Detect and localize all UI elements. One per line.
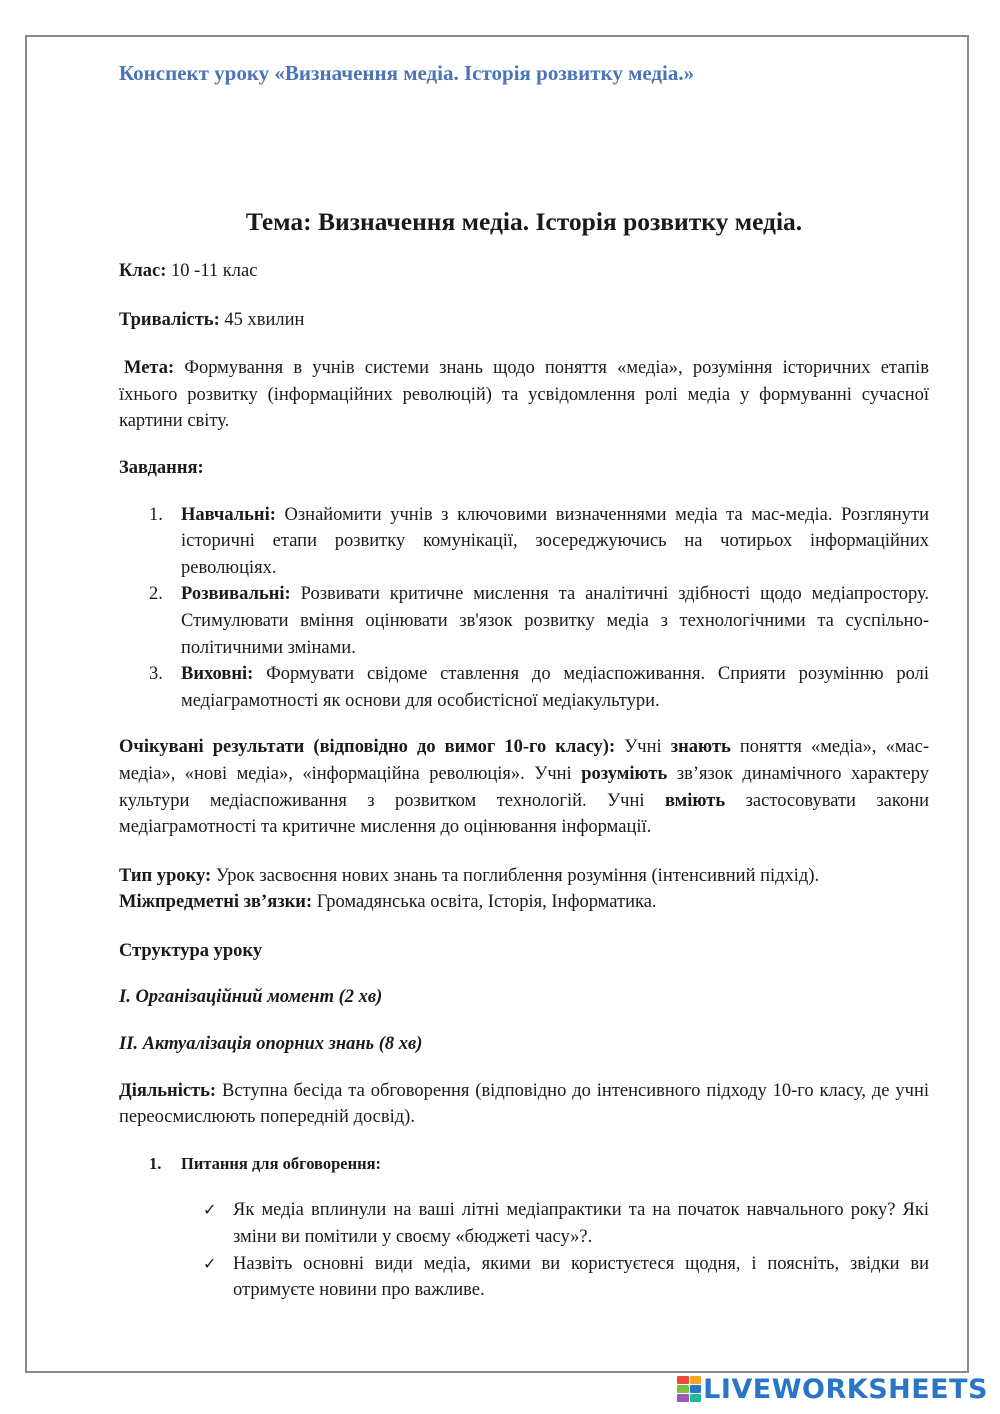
discussion-number: 1. [149, 1153, 162, 1173]
goal-label: Мета: [124, 358, 175, 379]
results-keyword: вміють [664, 790, 726, 811]
goal-text: Формування в учнів системи знань щодо поняття «медіа», розуміння історичних етапів їхнього розвитку (інформаційних революцій) та усвідомлення ролі медіа у формуванні сучасної картини світу. [119, 358, 929, 432]
activity-label: Діяльність: [119, 1080, 217, 1101]
duration-value: 45 хвилин [219, 309, 305, 330]
stage-1-heading: I. Організаційний момент (2 хв) [119, 987, 383, 1008]
activity-text: Вступна бесіда та обговорення (відповідно до інтенсивного підходу 10-го класу, де учні переосмислюють попередній досвід). [119, 1080, 929, 1128]
task-label: Виховні: [181, 664, 254, 685]
task-label: Навчальні: [181, 504, 276, 525]
task-item [119, 581, 929, 661]
question-item [119, 1251, 929, 1304]
results-text: застосовувати закони медіаграмотності та критичне мислення до оцінювання інформації. [119, 790, 929, 838]
task-label: Розвивальні: [181, 584, 291, 605]
task-number: 2. [149, 584, 163, 605]
question-text: Назвіть основні види медіа, якими ви користуєтеся щодня, і поясніть, звідки ви отримуєте новини про важливе. [233, 1253, 929, 1301]
goal-paragraph [119, 355, 929, 435]
lesson-topic: Тема: Визначення медіа. Історія розвитку медіа. [245, 207, 803, 236]
results-keyword: знають [670, 737, 731, 758]
document-title: Конспект уроку «Визначення медіа. Історія розвитку медіа.» [119, 61, 695, 85]
question-text: Як медіа вплинули на ваші літні медіапрактики та на початок навчального року? Які зміни ви помітили у своєму «бюджеті часу»?. [233, 1200, 929, 1248]
class-label: Клас: [119, 261, 167, 281]
document-body [119, 58, 929, 1304]
class-line [119, 258, 929, 285]
task-item [119, 502, 929, 582]
tasks-list [119, 502, 929, 715]
results-label: Очікувані результати (відповідно до вимог 10-го класу): [119, 737, 616, 758]
links-label: Міжпредметні зв’язки: [119, 892, 313, 913]
stage-2-heading: II. Актуалізація опорних знань (8 хв) [119, 1034, 423, 1055]
liveworksheets-logo-icon [677, 1376, 701, 1402]
questions-list [119, 1197, 929, 1303]
results-text: поняття «медіа», «мас-медіа», «нові медіа», «інформаційна революція». Учні [119, 737, 929, 784]
question-item [119, 1197, 929, 1250]
task-number: 3. [149, 664, 163, 685]
class-value: 10 -11 клас [166, 261, 258, 281]
task-text: Ознайомити учнів з ключовими визначеннями медіа та мас-медіа. Розглянути історичні етапи розвитку комунікації, зосереджуючись на чотирьох інформаційних революціях. [181, 504, 929, 578]
tasks-heading [119, 455, 929, 482]
lesson-type-paragraph [119, 863, 929, 916]
duration-label: Тривалість: [119, 309, 220, 330]
results-text: Учні [615, 737, 671, 758]
check-icon: ✓ [203, 1200, 217, 1220]
discussion-heading [119, 1151, 929, 1178]
task-number: 1. [149, 504, 163, 525]
links-value: Громадянська освіта, Історія, Інформатика. [312, 892, 657, 913]
results-paragraph [119, 734, 929, 840]
task-item [119, 661, 929, 714]
activity-paragraph [119, 1078, 929, 1131]
discussion-heading-text: Питання для обговорення: [181, 1153, 382, 1173]
check-icon: ✓ [203, 1253, 217, 1273]
lesson-type-label: Тип уроку: [119, 865, 212, 886]
task-text: Формувати свідоме ставлення до медіаспоживання. Сприяти розумінню ролі медіаграмотності як основи для особистісної медіакультури. [181, 664, 929, 711]
results-keyword: розуміють [581, 763, 668, 784]
structure-heading-text: Структура уроку [119, 940, 263, 961]
tasks-heading-text: Завдання: [119, 457, 204, 478]
results-text: зв’язок динамічного характеру культури медіаспоживання з розвитком технологій. Учні [119, 763, 929, 811]
duration-line [119, 307, 929, 334]
lesson-type-value: Урок засвоєння нових знань та поглиблення розуміння (інтенсивний підхід). [211, 865, 820, 886]
liveworksheets-logo-text: LIVEWORKSHEETS [703, 1373, 988, 1405]
task-text: Розвивати критичне мислення та аналітичні здібності щодо медіапростору. Стимулювати вміння оцінювати зв'язок розвитку медіа з технологічними та суспільно-політичними змінами. [181, 584, 929, 658]
structure-heading [119, 938, 929, 965]
liveworksheets-logo[interactable] [677, 1372, 988, 1406]
